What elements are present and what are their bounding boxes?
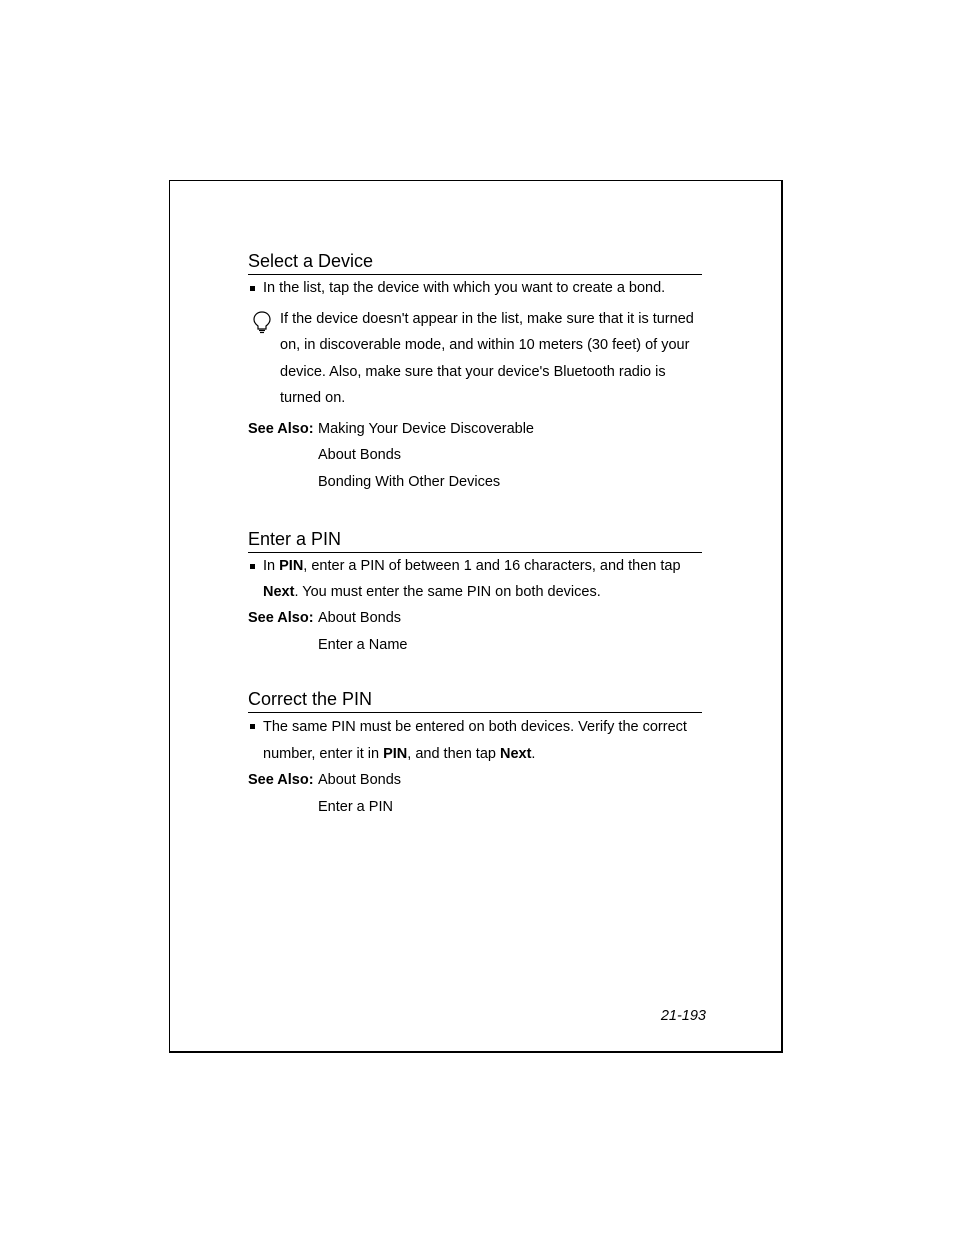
- see-also-label: See Also:: [248, 610, 314, 626]
- bullet-item: [248, 714, 702, 767]
- ui-term-next: Next: [499, 745, 532, 762]
- tip-note: [248, 306, 702, 412]
- bullet-square-icon: [250, 286, 255, 291]
- tip-text: If the device doesn't appear in the list, make sure that it is turned on, in discoverable mode, and within 10 meters (30 feet) of your device. Also, make sure that your device's Bluetooth radio is turned on.: [280, 310, 694, 406]
- see-also-link[interactable]: Making Your Device Discoverable: [318, 420, 534, 437]
- ui-term-next: Next: [263, 583, 295, 600]
- see-also-label: See Also:: [248, 772, 314, 788]
- see-also-block: [248, 416, 702, 496]
- see-also-block: [248, 605, 702, 658]
- section-correct-the-pin: [248, 688, 702, 820]
- page-number: 21-193: [660, 1008, 706, 1024]
- heading-correct-the-pin: Correct the PIN: [248, 688, 702, 713]
- see-also-link[interactable]: About Bonds: [318, 772, 402, 788]
- ui-term-pin: PIN: [383, 745, 408, 762]
- see-also-link[interactable]: Enter a Name: [318, 636, 408, 653]
- bullet-text-mid: , enter a PIN of between 1 and 16 characters, and then tap: [303, 558, 681, 574]
- heading-select-a-device: Select a Device: [248, 250, 702, 275]
- see-also-link[interactable]: About Bonds: [318, 610, 402, 626]
- bullet-text-post: .: [531, 745, 536, 762]
- bullet-text-pre: The same PIN must be entered on both devices. Verify the correct number, enter it in: [263, 719, 687, 762]
- lightbulb-icon: [251, 310, 273, 334]
- bullet-text-mid: , and then tap: [407, 745, 500, 762]
- see-also-link[interactable]: About Bonds: [318, 447, 402, 463]
- bullet-text-post: . You must enter the same PIN on both devices.: [294, 583, 601, 600]
- bullet-text: In the list, tap the device with which you want to create a bond.: [263, 280, 666, 296]
- heading-enter-a-pin: Enter a PIN: [248, 528, 702, 553]
- ui-term-pin: PIN: [279, 558, 304, 574]
- bullet-square-icon: [250, 564, 255, 569]
- see-also-block: [248, 767, 702, 820]
- bullet-text-pre: In: [263, 558, 280, 574]
- bullet-item: [248, 276, 702, 302]
- section-select-a-device: [248, 250, 702, 495]
- bullet-square-icon: [250, 724, 255, 729]
- see-also-link[interactable]: Bonding With Other Devices: [318, 473, 501, 490]
- see-also-link[interactable]: Enter a PIN: [318, 798, 393, 815]
- see-also-label: See Also:: [248, 420, 314, 437]
- bullet-item: [248, 554, 702, 605]
- section-enter-a-pin: [248, 528, 702, 658]
